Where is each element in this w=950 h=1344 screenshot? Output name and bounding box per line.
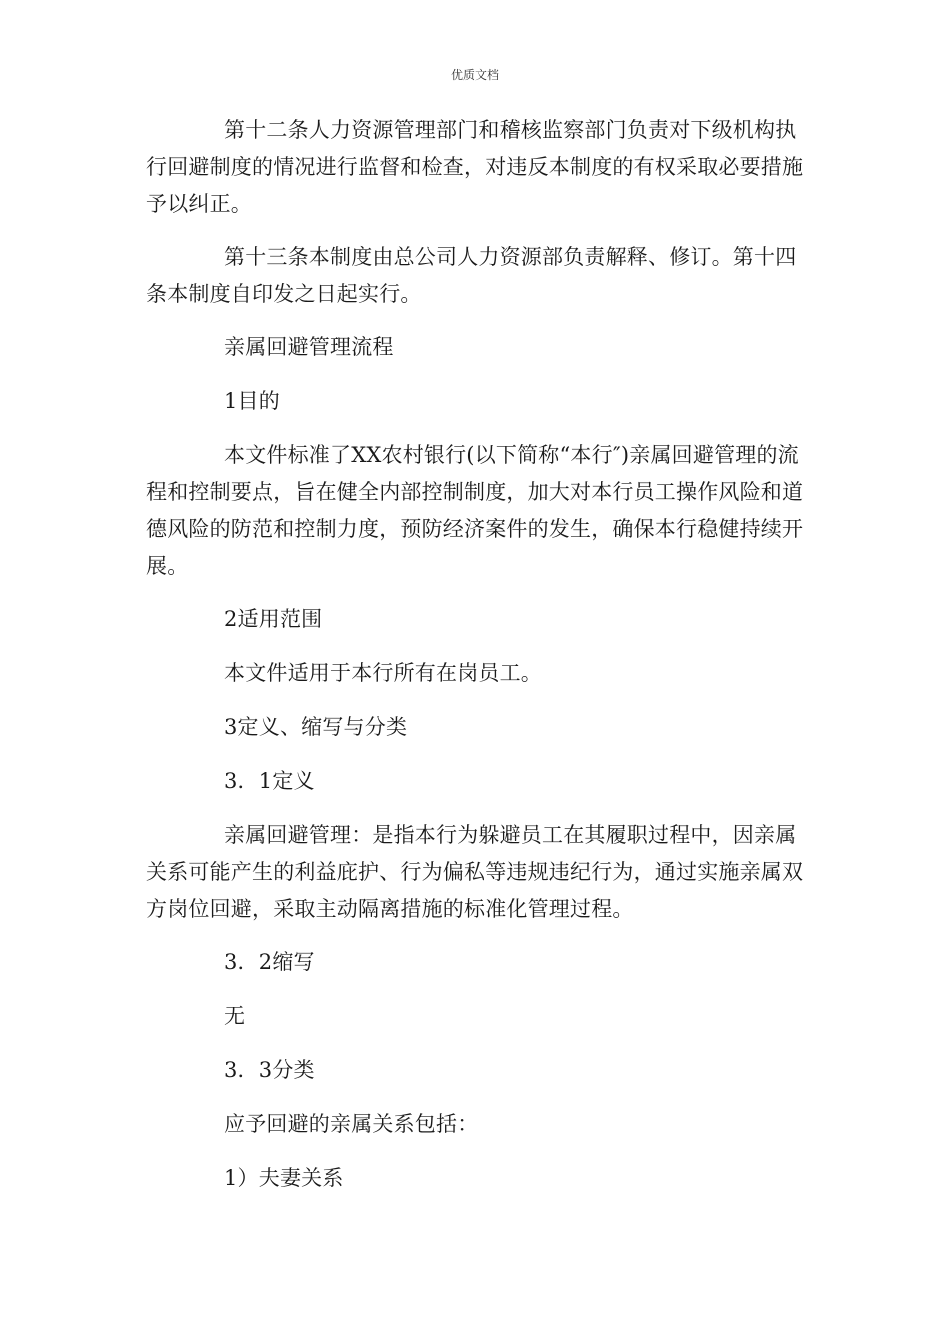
abbreviations-text: 无 [224, 1004, 246, 1028]
heading-definitions: 3定义、缩写与分类 [224, 715, 408, 739]
heading-purpose: 1目的 [224, 389, 280, 413]
heading-classification: 3．3分类 [224, 1058, 315, 1082]
page-header: 优质文档 [450, 68, 499, 82]
heading-scope: 2适用范围 [224, 607, 323, 631]
classification-item: 1）夫妻关系 [224, 1166, 344, 1190]
definition-paragraph: 亲属回避管理：是指本行为躲避员工在其履职过程中，因亲属关系可能产生的利益庇护、行为偏私等违规违纪行为，通过实施亲属双方岗位回避，采取主动隔离措施的标准化管理过程。 [146, 823, 804, 921]
classification-intro: 应予回避的亲属关系包括： [224, 1112, 479, 1136]
document-body [146, 112, 806, 1214]
article-13-14-paragraph: 第十三条本制度由总公司人力资源部负责解释、修订。第十四条本制度自印发之日起实行。 [146, 245, 797, 306]
article-12-paragraph: 第十二条人力资源管理部门和稽核监察部门负责对下级机构执行回避制度的情况进行监督和检查，对违反本制度的有权采取必要措施予以纠正。 [146, 118, 804, 216]
purpose-paragraph: 本文件标准了XX农村银行(以下简称“本行″)亲属回避管理的流程和控制要点，旨在健全内部控制制度，加大对本行员工操作风险和道德风险的防范和控制力度，预防经济案件的发生，确保本行稳健持续开展。 [146, 443, 804, 578]
section-title: 亲属回避管理流程 [224, 335, 394, 359]
heading-definition: 3．1定义 [224, 769, 315, 793]
heading-abbreviations: 3．2缩写 [224, 950, 315, 974]
scope-text: 本文件适用于本行所有在岗员工。 [224, 661, 542, 685]
